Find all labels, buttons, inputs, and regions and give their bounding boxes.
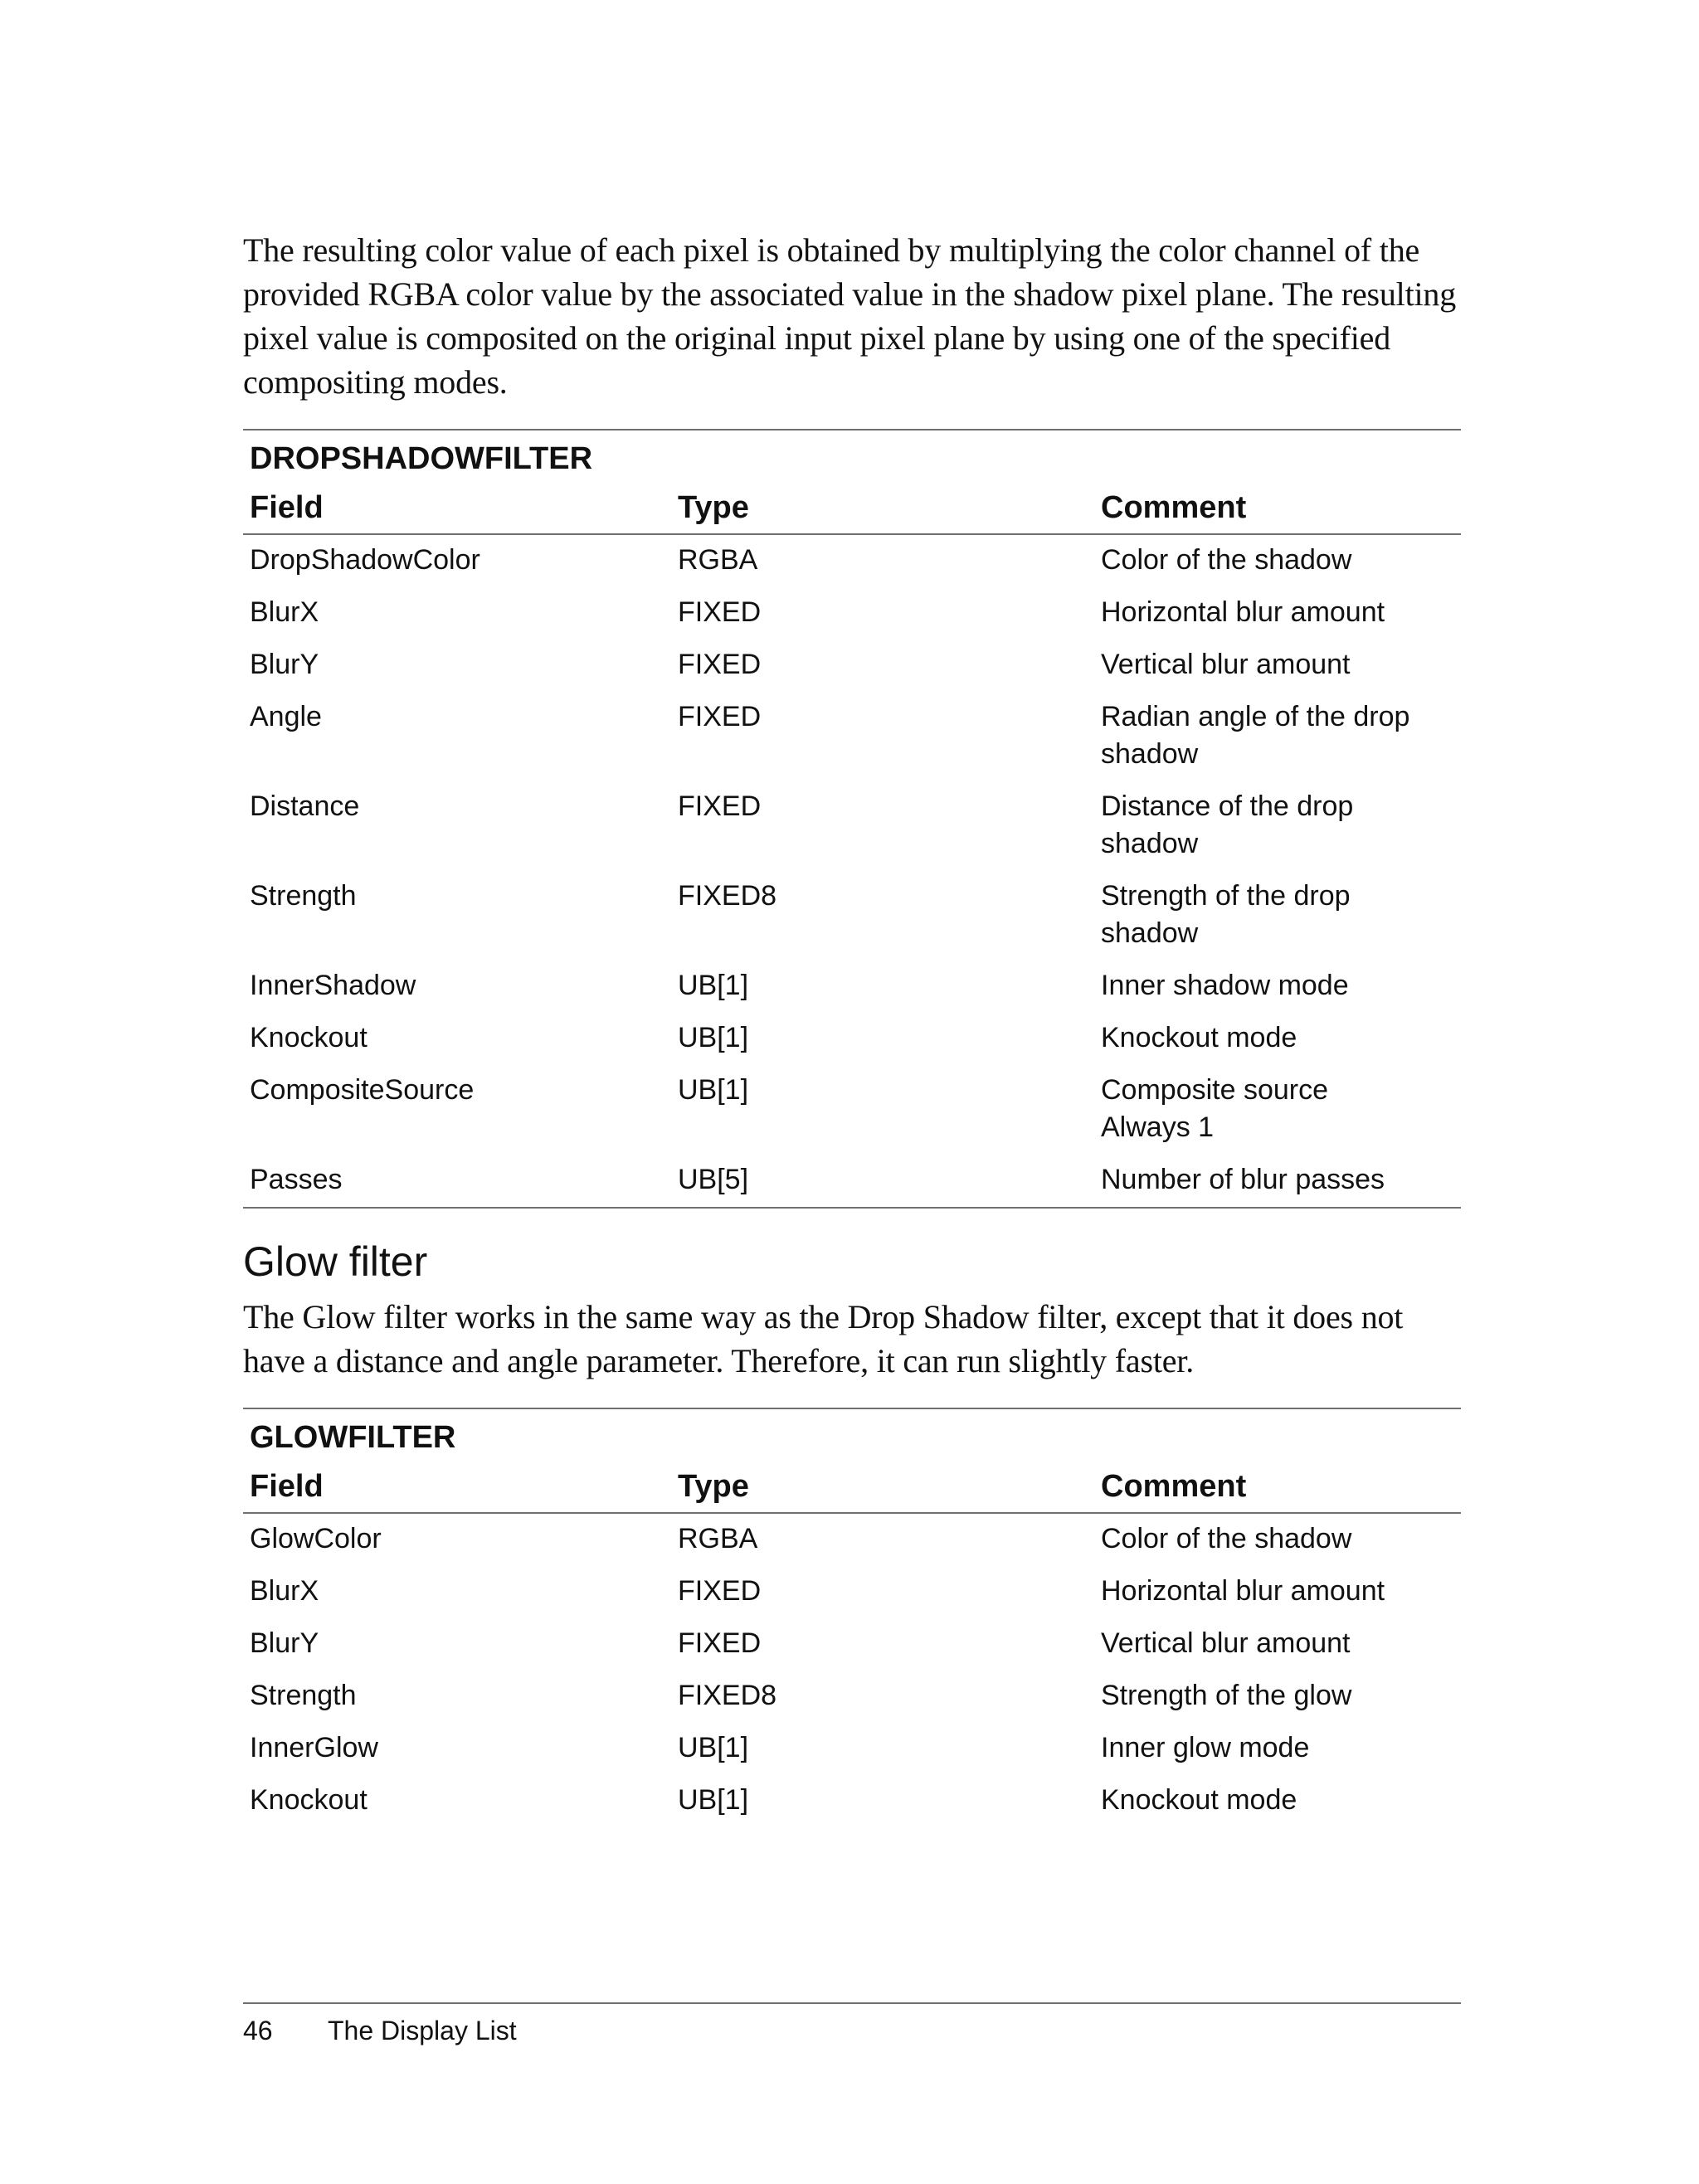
table-header-row <box>243 480 1461 534</box>
page-number: 46 <box>243 2016 273 2045</box>
field-cell: BlurX <box>250 596 319 628</box>
type-cell: FIXED <box>678 790 762 822</box>
type-cell: FIXED8 <box>678 1680 777 1711</box>
table-title: DROPSHADOWFILTER <box>250 441 593 476</box>
footer-row <box>243 2004 1461 2046</box>
comment-cell <box>1094 871 1461 961</box>
field-cell: Angle <box>250 701 322 732</box>
comment-line: Strength of the glow <box>1101 1680 1352 1711</box>
comment-cell <box>1094 1671 1461 1723</box>
field-cell: Knockout <box>250 1022 368 1053</box>
type-cell: FIXED <box>678 596 762 628</box>
comment-line: Vertical blur amount <box>1101 1627 1351 1659</box>
chapter-title: The Display List <box>328 2016 517 2045</box>
comment-cell <box>1094 1513 1461 1566</box>
field-cell: Strength <box>250 880 357 912</box>
column-header-comment: Comment <box>1094 480 1461 534</box>
comment-line: Distance of the drop <box>1101 790 1354 822</box>
page-content <box>243 228 1461 1827</box>
glow-paragraph: The Glow filter works in the same way as the Drop Shadow filter, except that it does not have a distance and angle parameter. Therefore, it can run slightly faster. <box>243 1298 1404 1379</box>
table-row <box>243 1513 1461 1566</box>
table-row <box>243 1723 1461 1775</box>
comment-cell <box>1094 1618 1461 1671</box>
field-cell: BlurY <box>250 649 319 680</box>
table-row <box>243 1566 1461 1618</box>
comment-line: Radian angle of the drop <box>1101 701 1410 732</box>
type-cell: RGBA <box>678 1523 758 1554</box>
comment-line: Always 1 <box>1101 1111 1215 1143</box>
comment-line: Strength of the drop <box>1101 880 1351 912</box>
comment-line: Color of the shadow <box>1101 544 1352 576</box>
field-cell: BlurY <box>250 1627 319 1659</box>
comment-line: Composite source <box>1101 1074 1329 1106</box>
table-row <box>243 534 1461 587</box>
type-cell: RGBA <box>678 544 758 576</box>
comment-line: Horizontal blur amount <box>1101 1575 1385 1607</box>
type-cell: UB[1] <box>678 1732 749 1763</box>
column-header-field: Field <box>243 480 671 534</box>
table-row <box>243 871 1461 961</box>
comment-line: Horizontal blur amount <box>1101 596 1385 628</box>
comment-line: Knockout mode <box>1101 1784 1297 1816</box>
comment-cell <box>1094 692 1461 781</box>
comment-cell <box>1094 1065 1461 1155</box>
comment-line: shadow <box>1101 917 1199 949</box>
column-header-field: Field <box>243 1459 671 1513</box>
table-row <box>243 1065 1461 1155</box>
column-header-type: Type <box>671 1459 1094 1513</box>
type-cell: UB[1] <box>678 970 749 1001</box>
glow-filter-heading: Glow filter <box>243 1238 428 1285</box>
type-cell: FIXED <box>678 649 762 680</box>
column-header-type: Type <box>671 480 1094 534</box>
dropshadow-table <box>243 430 1461 1209</box>
comment-cell <box>1094 1775 1461 1827</box>
table-row <box>243 1775 1461 1827</box>
comment-cell <box>1094 587 1461 640</box>
field-cell: CompositeSource <box>250 1074 475 1106</box>
comment-line: Color of the shadow <box>1101 1523 1352 1554</box>
field-cell: Knockout <box>250 1784 368 1816</box>
table-row <box>243 1671 1461 1723</box>
type-cell: FIXED <box>678 701 762 732</box>
comment-cell <box>1094 534 1461 587</box>
table-header-row <box>243 1459 1461 1513</box>
field-cell: InnerGlow <box>250 1732 378 1763</box>
field-cell: Strength <box>250 1680 357 1711</box>
intro-paragraph: The resulting color value of each pixel is obtained by multiplying the color channel of the provided RGBA color value by the associated value in the shadow pixel plane. The resulting pixel value is composited on the original input pixel plane by using one of the specified compositing modes. <box>243 231 1457 401</box>
comment-cell <box>1094 1566 1461 1618</box>
comment-line: shadow <box>1101 738 1199 770</box>
table-row <box>243 961 1461 1013</box>
comment-cell <box>1094 1013 1461 1065</box>
type-cell: UB[1] <box>678 1022 749 1053</box>
comment-cell <box>1094 1155 1461 1208</box>
comment-line: Knockout mode <box>1101 1022 1297 1053</box>
glow-table <box>243 1409 1461 1827</box>
table-row <box>243 1618 1461 1671</box>
comment-line: Inner glow mode <box>1101 1732 1310 1763</box>
comment-line: shadow <box>1101 828 1199 859</box>
field-cell: Passes <box>243 1155 671 1208</box>
field-cell: BlurX <box>250 1575 319 1607</box>
comment-cell <box>1094 961 1461 1013</box>
comment-cell <box>1094 781 1461 871</box>
type-cell: UB[1] <box>678 1074 749 1106</box>
comment-line: Vertical blur amount <box>1101 649 1351 680</box>
field-cell: InnerShadow <box>250 970 416 1001</box>
glow-table-body <box>243 1513 1461 1827</box>
field-cell: Distance <box>250 790 360 822</box>
column-header-comment: Comment <box>1094 1459 1461 1513</box>
table-row <box>243 587 1461 640</box>
table-row <box>243 1155 1461 1208</box>
field-cell: DropShadowColor <box>250 544 480 576</box>
comment-line: Inner shadow mode <box>1101 970 1349 1001</box>
comment-cell <box>1094 1723 1461 1775</box>
table-row <box>243 692 1461 781</box>
type-cell: UB[1] <box>678 1784 749 1816</box>
table-row <box>243 640 1461 692</box>
dropshadow-table-body <box>243 534 1461 1208</box>
field-cell: GlowColor <box>250 1523 382 1554</box>
type-cell: FIXED <box>678 1575 762 1607</box>
table-row <box>243 1013 1461 1065</box>
comment-line: Number of blur passes <box>1101 1164 1385 1195</box>
type-cell: FIXED <box>678 1627 762 1659</box>
type-cell: FIXED8 <box>678 880 777 912</box>
page-footer <box>243 2002 1461 2046</box>
comment-cell <box>1094 640 1461 692</box>
type-cell: UB[5] <box>671 1155 1094 1208</box>
table-title: GLOWFILTER <box>250 1420 456 1455</box>
table-row <box>243 781 1461 871</box>
